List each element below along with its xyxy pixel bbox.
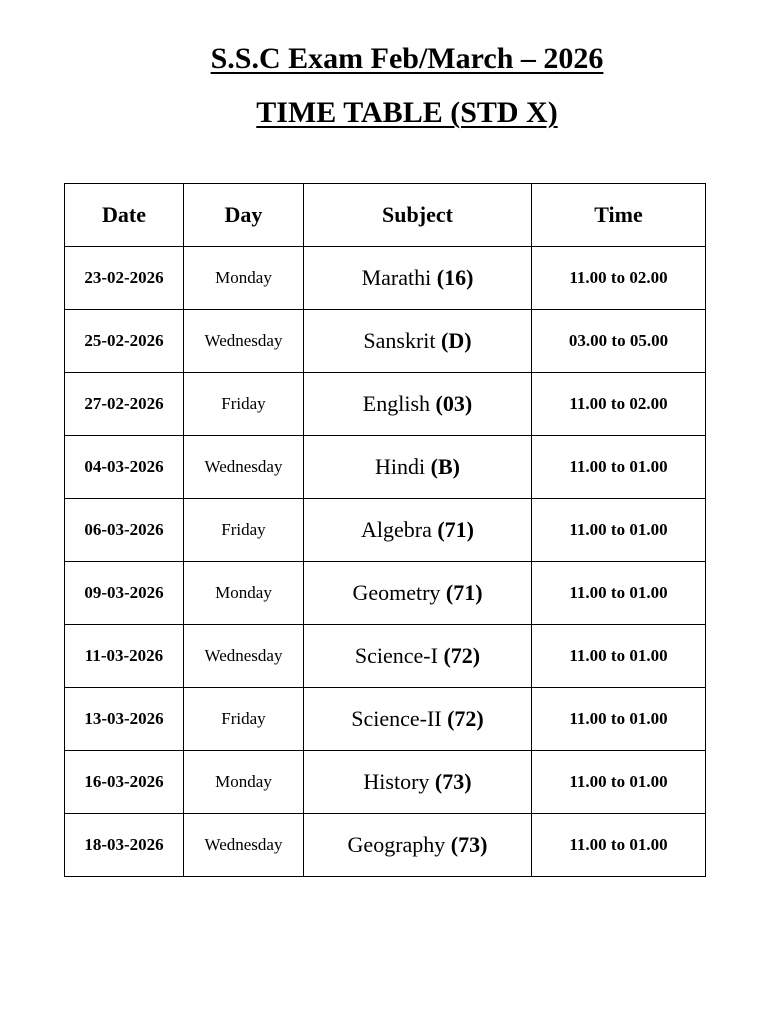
subject-code: (73) (450, 832, 488, 857)
exam-subject-cell (304, 751, 532, 814)
subject-code: (72) (447, 706, 484, 731)
timetable-body (65, 247, 706, 877)
exam-day-cell: Wednesday (184, 310, 304, 373)
exam-date-cell: 13-03-2026 (65, 688, 184, 751)
exam-day-cell: Wednesday (184, 814, 304, 877)
exam-subject-cell (304, 373, 532, 436)
table-row (65, 499, 706, 562)
exam-subject-cell (304, 688, 532, 751)
exam-subject-cell (304, 436, 532, 499)
exam-day-cell: Monday (184, 562, 304, 625)
subject-name: Science-II (351, 706, 442, 731)
subject-code: (B) (430, 454, 460, 479)
column-header-time: Time (532, 184, 706, 247)
subject-code: (71) (445, 580, 483, 605)
subject-name: Science-I (354, 643, 438, 668)
exam-date-cell: 25-02-2026 (65, 310, 184, 373)
subject-code: (71) (437, 517, 474, 542)
table-row (65, 688, 706, 751)
table-row (65, 814, 706, 877)
exam-date-cell: 23-02-2026 (65, 247, 184, 310)
exam-subject-cell (304, 499, 532, 562)
exam-date-cell: 04-03-2026 (65, 436, 184, 499)
exam-date-cell: 11-03-2026 (65, 625, 184, 688)
document-subtitle: TIME TABLE (STD X) (256, 96, 558, 129)
exam-time-cell: 03.00 to 05.00 (532, 310, 706, 373)
subject-name: Sanskrit (363, 328, 436, 353)
subject-name: Marathi (361, 265, 432, 290)
subject-name: Geometry (352, 580, 441, 605)
table-row (65, 562, 706, 625)
exam-time-cell: 11.00 to 01.00 (532, 814, 706, 877)
header-row (65, 184, 706, 247)
exam-day-cell: Friday (184, 688, 304, 751)
exam-subject-cell (304, 247, 532, 310)
exam-time-cell: 11.00 to 01.00 (532, 688, 706, 751)
exam-time-cell: 11.00 to 01.00 (532, 499, 706, 562)
subject-code: (72) (443, 643, 481, 668)
subject-name: English (362, 391, 431, 416)
column-header-day: Day (184, 184, 304, 247)
subject-code: (03) (435, 391, 473, 416)
exam-day-cell: Friday (184, 373, 304, 436)
exam-date-cell: 18-03-2026 (65, 814, 184, 877)
subject-name: Hindi (375, 454, 426, 479)
timetable (64, 183, 706, 877)
table-row (65, 436, 706, 499)
exam-date-cell: 16-03-2026 (65, 751, 184, 814)
table-row (65, 373, 706, 436)
exam-day-cell: Wednesday (184, 436, 304, 499)
subject-name: Geography (347, 832, 446, 857)
document-title: S.S.C Exam Feb/March – 2026 (210, 42, 604, 75)
exam-day-cell: Monday (184, 247, 304, 310)
exam-date-cell: 09-03-2026 (65, 562, 184, 625)
exam-time-cell: 11.00 to 02.00 (532, 247, 706, 310)
exam-time-cell: 11.00 to 01.00 (532, 436, 706, 499)
exam-subject-cell (304, 562, 532, 625)
exam-time-cell: 11.00 to 02.00 (532, 373, 706, 436)
exam-subject-cell (304, 310, 532, 373)
column-header-subject: Subject (304, 184, 532, 247)
subject-code: (D) (441, 328, 472, 353)
exam-subject-cell (304, 814, 532, 877)
subject-code: (16) (436, 265, 474, 290)
subject-name: History (363, 769, 430, 794)
exam-time-cell: 11.00 to 01.00 (532, 562, 706, 625)
exam-time-cell: 11.00 to 01.00 (532, 751, 706, 814)
table-row (65, 310, 706, 373)
exam-date-cell: 06-03-2026 (65, 499, 184, 562)
exam-day-cell: Monday (184, 751, 304, 814)
table-row (65, 247, 706, 310)
table-row (65, 751, 706, 814)
subject-name: Algebra (360, 517, 432, 542)
exam-time-cell: 11.00 to 01.00 (532, 625, 706, 688)
exam-day-cell: Wednesday (184, 625, 304, 688)
table-row (65, 625, 706, 688)
exam-subject-cell (304, 625, 532, 688)
exam-day-cell: Friday (184, 499, 304, 562)
exam-date-cell: 27-02-2026 (65, 373, 184, 436)
subject-code: (73) (434, 769, 472, 794)
column-header-date: Date (65, 184, 184, 247)
